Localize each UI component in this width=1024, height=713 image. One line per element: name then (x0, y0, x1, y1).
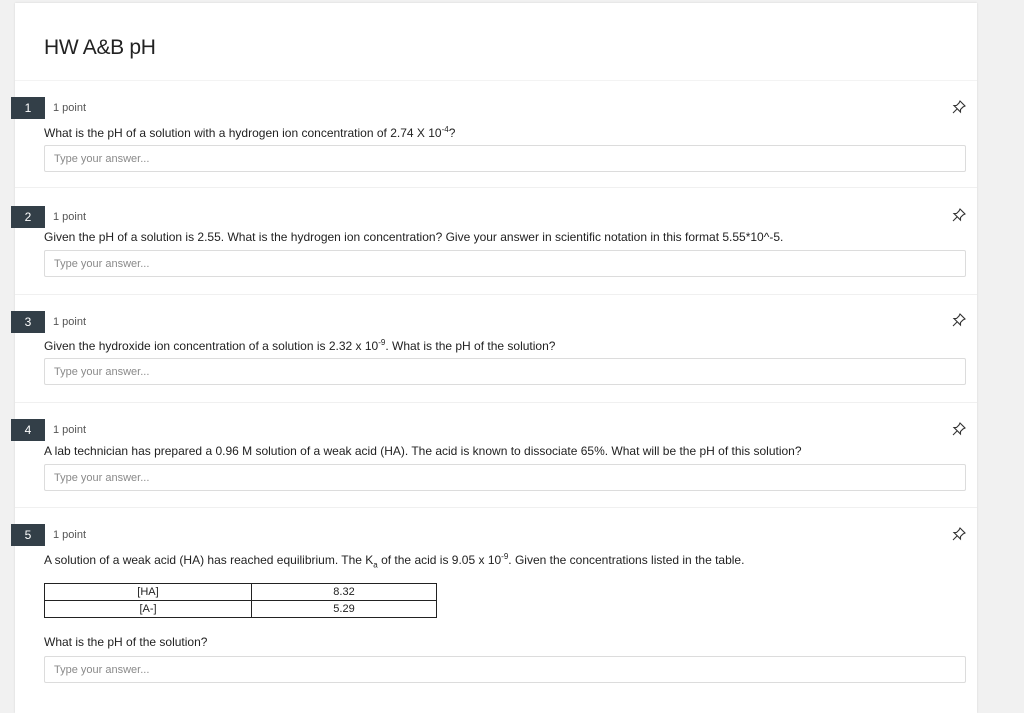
question-points: 1 point (53, 316, 87, 328)
pin-icon[interactable] (952, 208, 966, 222)
question-divider (15, 507, 977, 508)
pin-icon[interactable] (952, 313, 966, 327)
question-divider (15, 187, 977, 188)
table-cell: [A-] (45, 601, 252, 618)
question-divider (15, 402, 977, 403)
question-points: 1 point (53, 424, 87, 436)
table-cell: [HA] (45, 584, 252, 601)
pin-icon[interactable] (952, 422, 966, 436)
answer-input[interactable] (44, 656, 966, 683)
header-divider (15, 80, 977, 81)
question-number-badge: 5 (11, 524, 45, 546)
answer-input[interactable] (44, 145, 966, 172)
table-row (45, 584, 437, 601)
question-text: Given the hydroxide ion concentration of a solution is 2.32 x $10^{-9}$. What is the pH of the solution? (44, 338, 556, 353)
pin-icon[interactable] (952, 100, 966, 114)
question-points: 1 point (53, 102, 87, 114)
question-number-badge: 1 (11, 97, 45, 119)
question-number-badge: 2 (11, 206, 45, 228)
question-divider (15, 294, 977, 295)
answer-input[interactable] (44, 358, 966, 385)
form-title: HW A&B pH (44, 36, 156, 59)
table-cell: 8.32 (252, 584, 437, 601)
question-text: A solution of a weak acid (HA) has reached equilibrium. The $K_a$ of the acid is 9.05 x $10^{-9}$. Given the concentrations listed in the table. (44, 552, 745, 570)
question-number-badge: 4 (11, 419, 45, 441)
question-points: 1 point (53, 529, 87, 541)
answer-input[interactable] (44, 250, 966, 277)
question-text: What is the pH of a solution with a hydrogen ion concentration of 2.74 X $10^{-4}$? (44, 125, 456, 140)
question-followup-text: What is the pH of the solution? (44, 635, 208, 649)
table-cell: 5.29 (252, 601, 437, 618)
question-number-badge: 3 (11, 311, 45, 333)
question-points: 1 point (53, 211, 87, 223)
question-text: Given the pH of a solution is 2.55. What is the hydrogen ion concentration? Give your answer in scientific notation in this format 5.55*10^-5. (44, 230, 784, 244)
table-row (45, 601, 437, 618)
question-text: A lab technician has prepared a 0.96 M solution of a weak acid (HA). The acid is known to dissociate 65%. What will be the pH of this solution? (44, 444, 802, 458)
pin-icon[interactable] (952, 527, 966, 541)
answer-input[interactable] (44, 464, 966, 491)
concentration-table (44, 583, 437, 618)
